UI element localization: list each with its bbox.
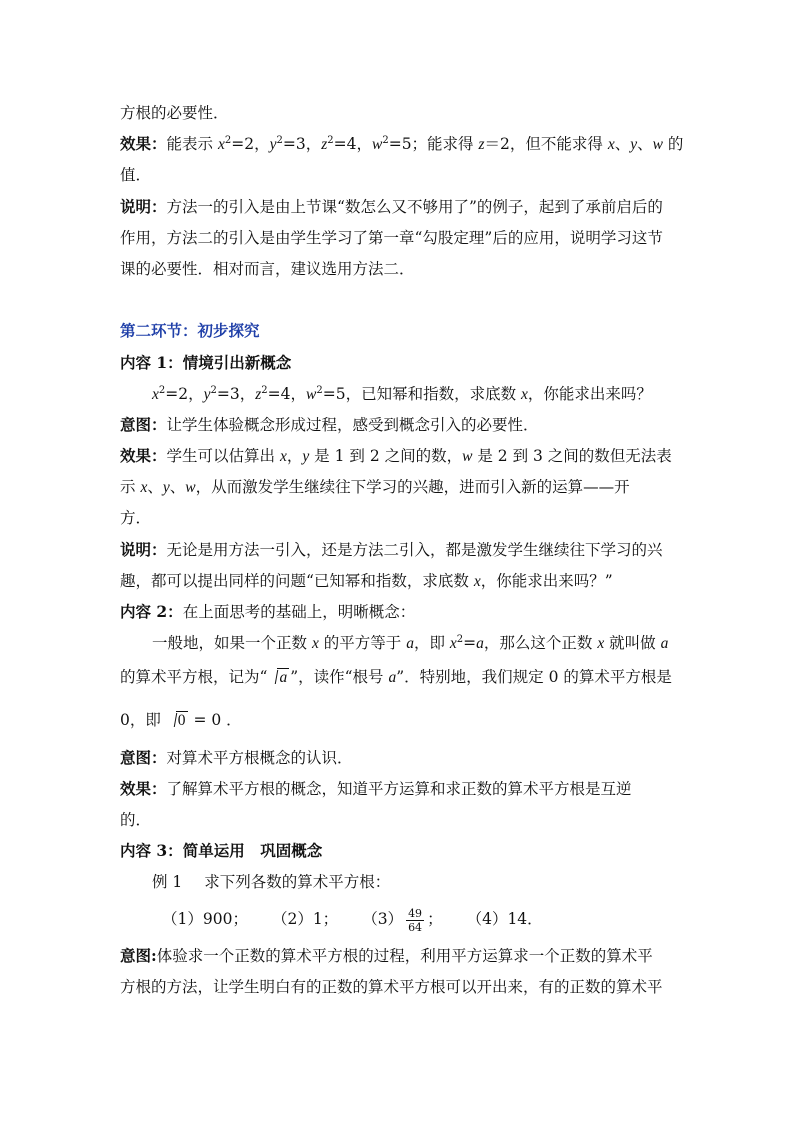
effect-paragraph: 效果：能表示 $x^2=2$，$y^2=3$，$z^2=4$，$w^2=5$；能求得 z＝2，但不能求得 x、y、w 的 xyxy=(120,134,684,153)
section-heading: 第二环节：初步探究 xyxy=(120,321,260,340)
content-1-note: 说明：无论是用方法一引入，还是方法二引入，都是激发学生继续往下学习的兴 xyxy=(120,540,663,559)
content-3-heading: 内容 3：简单运用 巩固概念 xyxy=(120,841,323,860)
content-2-effect-line2: 的． xyxy=(120,811,152,829)
content-2-intent: 意图：对算术平方根概念的认识． xyxy=(120,748,353,767)
content-1-heading: 内容 1：情境引出新概念 xyxy=(120,353,292,372)
content-1-note-line2: 趣，都可以提出同样的问题“已知幂和指数，求底数 x，你能求出来吗？” xyxy=(120,572,613,590)
effect-paragraph-line2: 值． xyxy=(120,166,152,184)
definition-line3: 0，即 0 = 0 ． xyxy=(120,711,242,729)
note-paragraph-line3: 课的必要性．相对而言，建议选用方法二． xyxy=(120,260,415,278)
fraction: $\frac{49}{64}$ xyxy=(408,906,423,934)
content-2-heading: 内容 2：在上面思考的基础上，明晰概念： xyxy=(120,602,416,621)
content-3-intent: 意图:体验求一个正数的算术平方根的过程，利用平方运算求一个正数的算术平 xyxy=(120,946,653,965)
content-3-intent-line2: 方根的方法，让学生明白有的正数的算术平方根可以开出来，有的正数的算术平 xyxy=(120,978,663,996)
note-paragraph-line2: 作用，方法二的引入是由学生学习了第一章“勾股定理”后的应用，说明学习这节 xyxy=(120,229,663,247)
content-1-effect-line3: 方． xyxy=(120,509,152,527)
note-paragraph: 说明：方法一的引入是由上节课“数怎么又不够用了”的例子，起到了承前启后的 xyxy=(120,197,663,216)
content-1-effect-line2: 示 x、y、w，从而激发学生继续往下学习的兴趣，进而引入新的运算——开 xyxy=(120,478,630,496)
definition-line2: 的算术平方根，记为“ a ”，读作“根号 a”．特别地，我们规定 0 的算术平方根是 xyxy=(120,668,672,686)
content-1-effect: 效果：学生可以估算出 x，y 是 1 到 2 之间的数，w 是 2 到 3 之间的数但无法表 xyxy=(120,446,672,465)
definition-line1: 一般地，如果一个正数 x 的平方等于 a，即 $x^2=a$，那么这个正数 x 就叫做 a xyxy=(152,634,669,652)
content-2-effect: 效果：了解算术平方根的概念，知道平方运算和求正数的算术平方根是互逆 xyxy=(120,779,632,798)
sqrt-symbol: a xyxy=(268,667,289,688)
content-1-question: $x^2=2$，$y^2=3$，$z^2=4$，$w^2=5$，已知幂和指数，求底数 x，你能求出来吗？ xyxy=(152,385,652,403)
sqrt-symbol: 0 xyxy=(167,710,188,731)
content-1-intent: 意图：让学生体验概念形成过程，感受到概念引入的必要性． xyxy=(120,415,539,434)
paragraph-continuation: 方根的必要性． xyxy=(120,104,229,122)
example-1-prompt: 例 1 求下列各数的算术平方根： xyxy=(152,873,391,891)
example-1-items: （1）900； （2）1； （3） $\frac{49}{64}$ ； （4）14． xyxy=(162,906,543,934)
